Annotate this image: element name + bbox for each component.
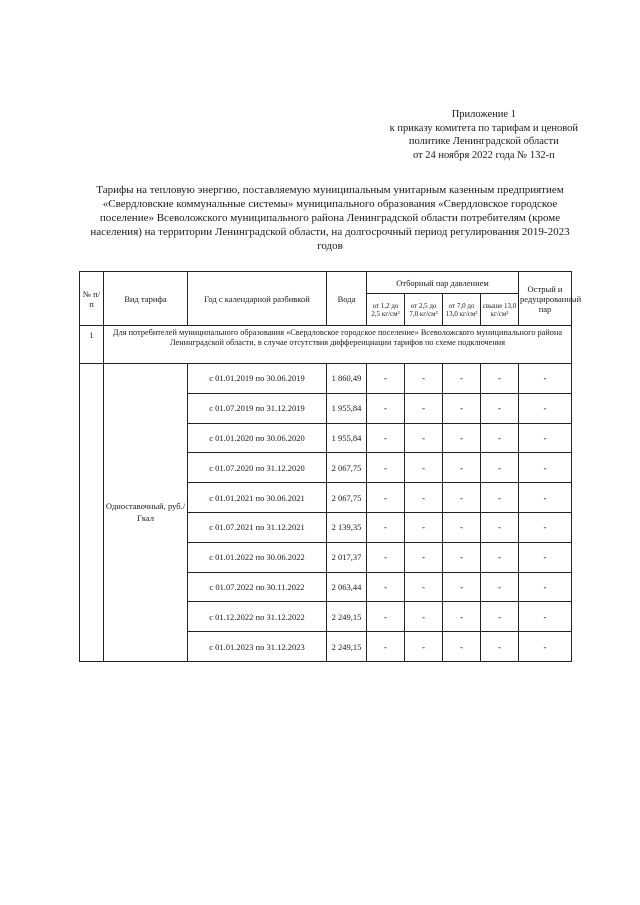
steam-4-cell: - bbox=[481, 572, 519, 602]
steam-2-cell: - bbox=[405, 423, 443, 453]
steam-4-cell: - bbox=[481, 423, 519, 453]
appendix-header bbox=[390, 108, 578, 162]
steam-4-cell: - bbox=[481, 512, 519, 542]
sharp-steam-cell: - bbox=[519, 572, 572, 602]
row-number-empty bbox=[80, 364, 104, 662]
period-cell: с 01.01.2021 по 30.06.2021 bbox=[188, 483, 327, 513]
sharp-steam-cell: - bbox=[519, 632, 572, 662]
steam-2-cell: - bbox=[405, 453, 443, 483]
table-row bbox=[80, 364, 572, 394]
steam-1-cell: - bbox=[367, 602, 405, 632]
group-row bbox=[80, 326, 572, 364]
sharp-steam-cell: - bbox=[519, 512, 572, 542]
col-header-steam-group: Отборный пар давлением bbox=[367, 272, 519, 294]
steam-3-cell: - bbox=[443, 423, 481, 453]
steam-1-cell: - bbox=[367, 542, 405, 572]
sharp-steam-cell: - bbox=[519, 393, 572, 423]
col-header-steam-2: от 2,5 до 7,0 кг/см² bbox=[405, 294, 443, 326]
water-cell: 2 139,35 bbox=[327, 512, 367, 542]
steam-2-cell: - bbox=[405, 542, 443, 572]
water-cell: 2 017,37 bbox=[327, 542, 367, 572]
sharp-steam-cell: - bbox=[519, 483, 572, 513]
steam-1-cell: - bbox=[367, 364, 405, 394]
steam-2-cell: - bbox=[405, 602, 443, 632]
water-cell: 1 955,84 bbox=[327, 423, 367, 453]
water-cell: 2 249,15 bbox=[327, 632, 367, 662]
steam-3-cell: - bbox=[443, 632, 481, 662]
steam-4-cell: - bbox=[481, 364, 519, 394]
period-cell: с 01.07.2022 по 30.11.2022 bbox=[188, 572, 327, 602]
period-cell: с 01.01.2022 по 30.06.2022 bbox=[188, 542, 327, 572]
steam-3-cell: - bbox=[443, 483, 481, 513]
steam-1-cell: - bbox=[367, 572, 405, 602]
water-cell: 2 063,44 bbox=[327, 572, 367, 602]
steam-1-cell: - bbox=[367, 512, 405, 542]
steam-4-cell: - bbox=[481, 453, 519, 483]
sharp-steam-cell: - bbox=[519, 423, 572, 453]
steam-2-cell: - bbox=[405, 572, 443, 602]
tariff-type-cell: Одноставочный, руб./Гкал bbox=[104, 364, 188, 662]
sharp-steam-cell: - bbox=[519, 542, 572, 572]
steam-3-cell: - bbox=[443, 572, 481, 602]
period-cell: с 01.12.2022 по 31.12.2022 bbox=[188, 602, 327, 632]
steam-3-cell: - bbox=[443, 393, 481, 423]
steam-4-cell: - bbox=[481, 483, 519, 513]
steam-2-cell: - bbox=[405, 483, 443, 513]
period-cell: с 01.07.2019 по 31.12.2019 bbox=[188, 393, 327, 423]
water-cell: 2 067,75 bbox=[327, 453, 367, 483]
col-header-tariff-type: Вид тарифа bbox=[104, 272, 188, 326]
steam-3-cell: - bbox=[443, 542, 481, 572]
steam-1-cell: - bbox=[367, 632, 405, 662]
steam-4-cell: - bbox=[481, 542, 519, 572]
steam-2-cell: - bbox=[405, 632, 443, 662]
sharp-steam-cell: - bbox=[519, 453, 572, 483]
group-number: 1 bbox=[80, 326, 104, 364]
header-row-top bbox=[80, 272, 572, 294]
steam-1-cell: - bbox=[367, 453, 405, 483]
period-cell: с 01.01.2019 по 30.06.2019 bbox=[188, 364, 327, 394]
period-cell: с 01.01.2020 по 30.06.2020 bbox=[188, 423, 327, 453]
period-cell: с 01.07.2020 по 31.12.2020 bbox=[188, 453, 327, 483]
col-header-steam-4: свыше 13,0 кг/см² bbox=[481, 294, 519, 326]
steam-3-cell: - bbox=[443, 602, 481, 632]
order-reference-line2: политике Ленинградской области bbox=[408, 136, 559, 147]
tariff-table bbox=[79, 271, 582, 662]
water-cell: 1 955,84 bbox=[327, 393, 367, 423]
steam-4-cell: - bbox=[481, 393, 519, 423]
steam-2-cell: - bbox=[405, 512, 443, 542]
sharp-steam-cell: - bbox=[519, 602, 572, 632]
period-cell: с 01.01.2023 по 31.12.2023 bbox=[188, 632, 327, 662]
water-cell: 2 067,75 bbox=[327, 483, 367, 513]
steam-2-cell: - bbox=[405, 364, 443, 394]
steam-3-cell: - bbox=[443, 512, 481, 542]
document-title: Тарифы на тепловую энергию, поставляемую муниципальным унитарным казенным предприятием «Свердловские коммунальные системы» муниципального образования «Свердловское городское поселение» Всеволожского муниципального района Ленинградской области потребителям (кроме населения) на территории Ленинградской области, на долгосрочный период регулирования 2019-2023 годов bbox=[90, 184, 570, 252]
period-cell: с 01.07.2021 по 31.12.2021 bbox=[188, 512, 327, 542]
steam-4-cell: - bbox=[481, 602, 519, 632]
steam-3-cell: - bbox=[443, 453, 481, 483]
steam-1-cell: - bbox=[367, 423, 405, 453]
steam-2-cell: - bbox=[405, 393, 443, 423]
col-header-sharp-steam: Острый и редуцированный пар bbox=[519, 272, 572, 326]
order-date-number: от 24 ноября 2022 года № 132-п bbox=[412, 149, 555, 161]
water-cell: 2 249,15 bbox=[327, 602, 367, 632]
order-reference-line1: к приказу комитета по тарифам и ценовой bbox=[389, 122, 578, 134]
col-header-steam-3: от 7,0 до 13,0 кг/см² bbox=[443, 294, 481, 326]
steam-1-cell: - bbox=[367, 393, 405, 423]
steam-4-cell: - bbox=[481, 632, 519, 662]
water-cell: 1 860,49 bbox=[327, 364, 367, 394]
sharp-steam-cell: - bbox=[519, 364, 572, 394]
col-header-year: Год с календарной разбивкой bbox=[188, 272, 327, 326]
group-description: Для потребителей муниципального образования «Свердловское городское поселение» Всеволожского муниципального района Ленинградской области, в случае отсутствия дифференциации тарифов по схеме подключения bbox=[104, 326, 572, 364]
col-header-water: Вода bbox=[327, 272, 367, 326]
steam-1-cell: - bbox=[367, 483, 405, 513]
appendix-label: Приложение 1 bbox=[451, 109, 516, 120]
steam-3-cell: - bbox=[443, 364, 481, 394]
col-header-steam-1: от 1,2 до 2,5 кг/см² bbox=[367, 294, 405, 326]
col-header-num: № п/п bbox=[80, 272, 104, 326]
